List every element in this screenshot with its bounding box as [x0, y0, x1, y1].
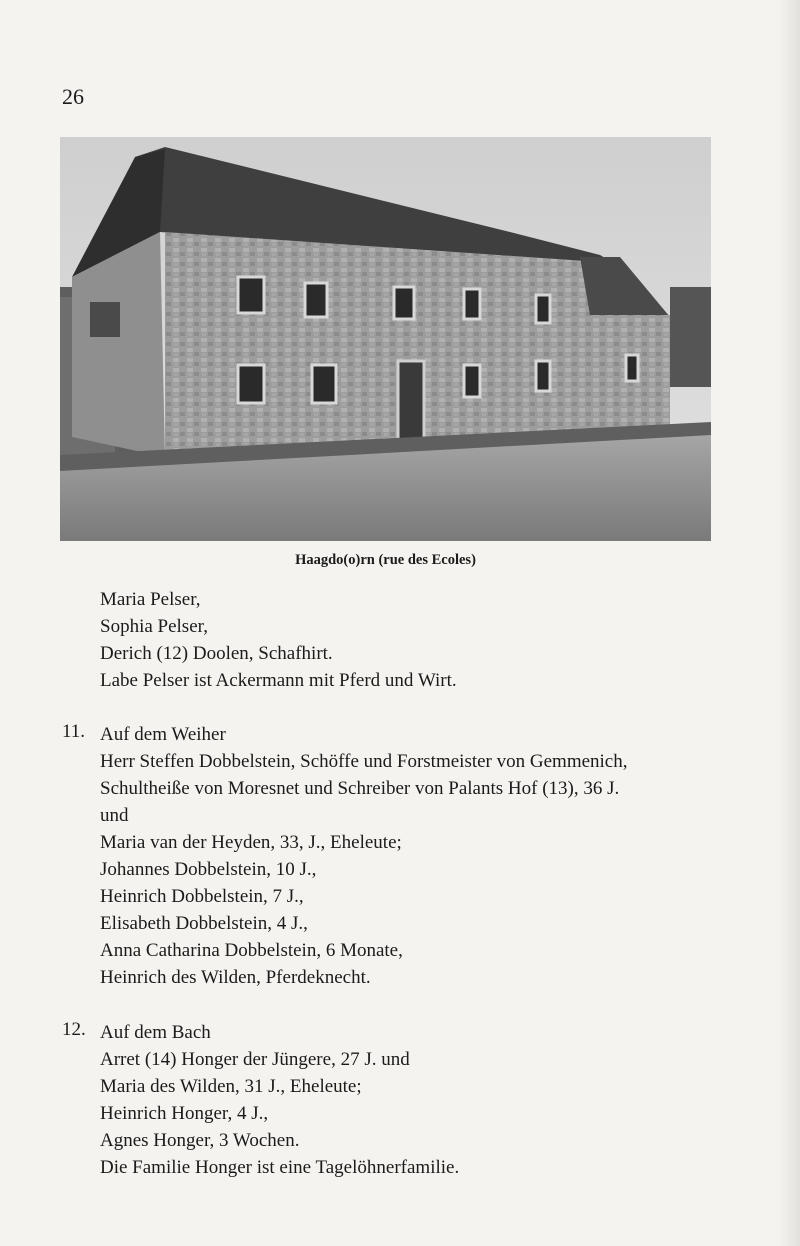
- page-edge-shadow: [778, 0, 800, 1246]
- text-line: Agnes Honger, 3 Wochen.: [100, 1130, 300, 1151]
- text-line: Derich (12) Doolen, Schafhirt.: [100, 643, 333, 664]
- entry-heading: Auf dem Weiher: [100, 724, 226, 745]
- entry-number: 12.: [62, 1019, 86, 1040]
- page-number: 26: [62, 84, 84, 109]
- entry-11-text: [100, 721, 740, 991]
- text-line: Sophia Pelser,: [100, 616, 208, 637]
- text-line: Maria van der Heyden, 33, J., Eheleute;: [100, 832, 402, 853]
- text-line: und: [100, 805, 129, 826]
- text-line: Maria Pelser,: [100, 589, 201, 610]
- entry-12-text: [100, 1019, 740, 1181]
- text-line: Maria des Wilden, 31 J., Eheleute;: [100, 1076, 362, 1097]
- text-line: Schultheiße von Moresnet und Schreiber von Palants Hof (13), 36 J.: [100, 778, 620, 799]
- text-line: Die Familie Honger ist eine Tagelöhnerfamilie.: [100, 1157, 460, 1178]
- text-line: Johannes Dobbelstein, 10 J.,: [100, 859, 317, 880]
- intro-text: [100, 586, 740, 694]
- entry-heading: Auf dem Bach: [100, 1022, 211, 1043]
- photo-caption: Haagdo(o)rn (rue des Ecoles): [295, 552, 476, 568]
- text-line: Heinrich Honger, 4 J.,: [100, 1103, 269, 1124]
- entry-number: 11.: [62, 721, 86, 742]
- text-line: Elisabeth Dobbelstein, 4 J.,: [100, 913, 308, 934]
- text-line: Heinrich des Wilden, Pferdeknecht.: [100, 967, 371, 988]
- text-line: Arret (14) Honger der Jüngere, 27 J. und: [100, 1049, 410, 1070]
- text-line: Labe Pelser ist Ackermann mit Pferd und Wirt.: [100, 670, 457, 691]
- text-line: Herr Steffen Dobbelstein, Schöffe und Forstmeister von Gemmenich,: [100, 751, 628, 772]
- text-line: Anna Catharina Dobbelstein, 6 Monate,: [100, 940, 403, 961]
- text-line: Heinrich Dobbelstein, 7 J.,: [100, 886, 304, 907]
- building-photo: [60, 137, 711, 541]
